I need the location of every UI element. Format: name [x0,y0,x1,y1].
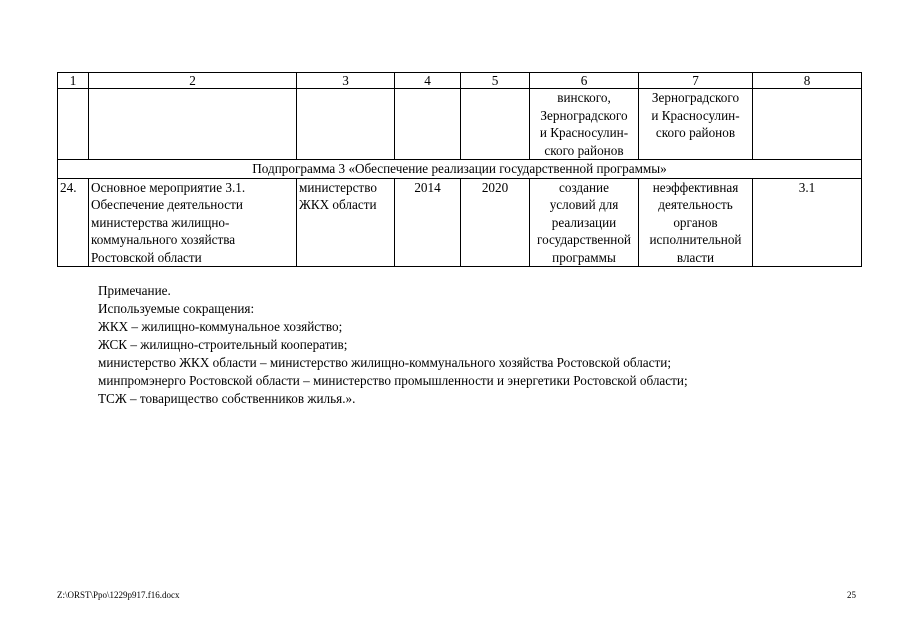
cell-line: министерства жилищно- [91,214,230,230]
table-cell [753,89,862,160]
cell-line: ского районов [544,142,624,158]
table-cell [58,89,89,160]
note-line: минпромэнерго Ростовской области – министерство промышленности и энергетики Ростовской области; [98,373,688,388]
end-year: 2020 [461,178,530,267]
start-year: 2014 [395,178,461,267]
header-cell: 5 [461,73,530,89]
table-row [58,178,862,267]
cell-line: программы [552,249,616,265]
cell-line: создание [559,179,609,195]
cell-line: министерство [299,179,377,195]
table-header-row [58,73,862,89]
cell-line: государственной [537,232,631,247]
header-cell: 3 [297,73,395,89]
cell-line: органов [673,214,718,230]
executor [297,178,395,267]
cell-line: Основное мероприятие 3.1. [91,179,246,195]
measure-name [89,178,297,267]
row-number: 24. [58,178,89,267]
cell-line: Зерноградского [540,107,628,123]
file-path: Z:\ORST\Ppo\1229p917.f16.docx [57,590,180,600]
cell-line: деятельность [658,197,733,212]
measures-table [57,72,862,267]
note-line: министерство ЖКХ области – министерство жилищно-коммунального хозяйства Ростовской области; [98,355,671,370]
cell-line: исполнительной [649,232,742,247]
note-line: ЖКХ – жилищно-коммунальное хозяйство; [98,319,343,334]
cell-line: и Красносулин- [651,107,740,123]
indicator-link: 3.1 [753,178,862,267]
note-line: ЖСК – жилищно-строительный кооператив; [98,337,348,352]
cell-line: ЖКХ области [299,197,377,212]
notes-block [98,282,858,408]
table-cell [530,89,639,160]
header-cell: 8 [753,73,862,89]
header-cell: 7 [639,73,753,89]
consequence [639,178,753,267]
header-cell: 2 [89,73,297,89]
cell-line: неэффективная [652,179,739,195]
table-cell [297,89,395,160]
cell-line: и Красносулин- [539,125,629,140]
table-cell [461,89,530,160]
cell-line: Обеспечение деятельности [91,197,243,212]
subprogram-title: Подпрограмма 3 «Обеспечение реализации государственной программы» [58,160,862,179]
note-line: ТСЖ – товарищество собственников жилья.». [98,391,356,406]
cell-line: власти [676,249,715,265]
table-cell [89,89,297,160]
cell-line: ского районов [655,125,736,140]
cell-line: коммунального хозяйства [91,232,236,247]
header-cell: 4 [395,73,461,89]
cell-line: реализации [551,214,617,230]
cell-line: Зерноградского [651,90,740,105]
continuation-row [58,89,862,160]
subprogram-row [58,160,862,179]
table-cell [395,89,461,160]
header-cell: 1 [58,73,89,89]
page-number: 25 [847,590,856,600]
cell-line: условий для [549,197,619,212]
table-cell [639,89,753,160]
note-line: Примечание. [98,283,171,298]
note-line: Используемые сокращения: [98,301,255,316]
expected-result [530,178,639,267]
cell-line: Ростовской области [91,249,202,265]
cell-line: винского, [557,90,611,105]
header-cell: 6 [530,73,639,89]
